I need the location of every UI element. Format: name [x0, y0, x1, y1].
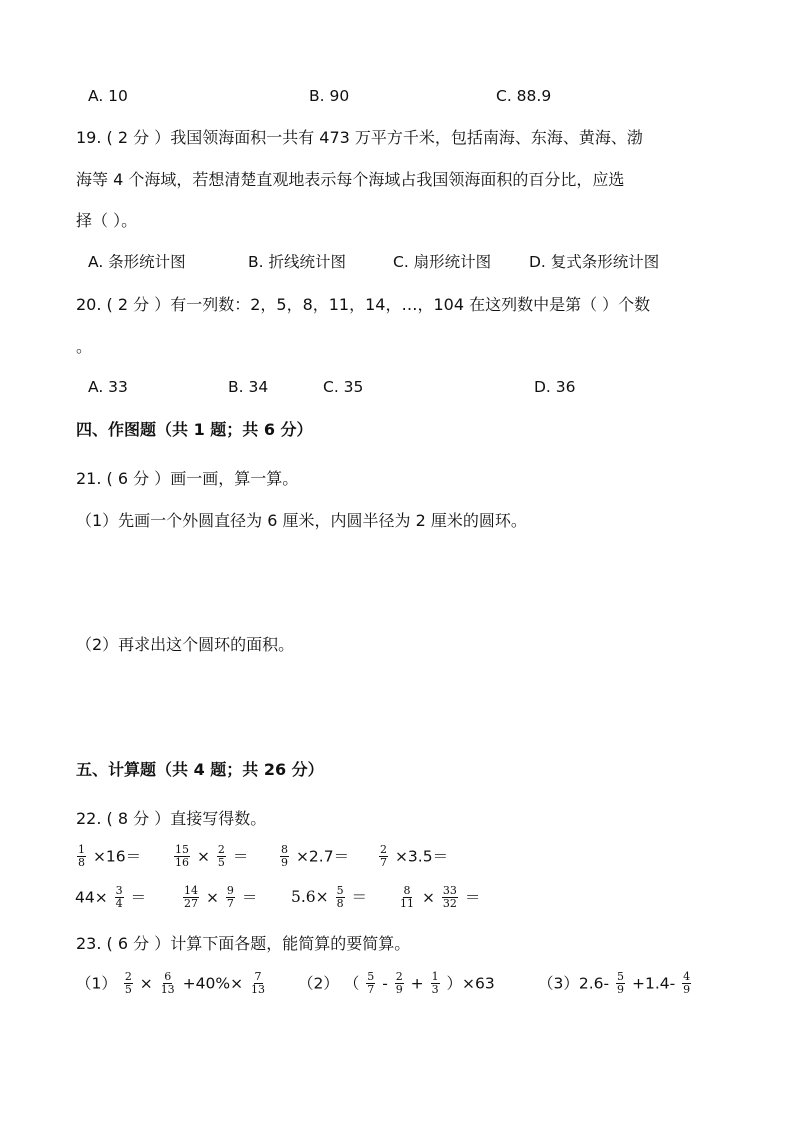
- fraction: [250, 971, 266, 995]
- expression-text: ＝: [130, 888, 147, 907]
- denominator: 5: [217, 855, 225, 869]
- q22-item-4: [377, 845, 448, 869]
- q20-option-d: D. 36: [534, 378, 576, 396]
- fraction: [366, 971, 375, 995]
- q22-item-3: [278, 845, 349, 869]
- q19-option-b: B. 折线统计图: [248, 253, 346, 271]
- fraction: [160, 971, 176, 995]
- fraction: [77, 844, 86, 868]
- problem-label: （2）: [298, 974, 339, 993]
- q19-line-2: 海等 4 个海域，若想清楚直观地表示每个海域占我国领海面积的百分比，应选: [76, 170, 625, 189]
- numerator: 8: [281, 843, 288, 856]
- numerator: 8: [403, 884, 411, 897]
- numerator: 1: [78, 843, 85, 856]
- numerator: 33: [442, 884, 457, 897]
- denominator: 3: [431, 982, 439, 996]
- q21-line-1: 21. ( 6 分 ）画一画，算一算。: [76, 469, 299, 488]
- denominator: 32: [442, 896, 457, 910]
- denominator: 8: [336, 896, 344, 910]
- fraction: [682, 971, 691, 995]
- numerator: 4: [683, 970, 691, 983]
- q23-problem-1: [76, 972, 268, 996]
- numerator: 14: [184, 884, 198, 897]
- q22-item-8: [397, 886, 480, 910]
- expression-text: ×2.7＝: [295, 847, 350, 866]
- operator: -: [382, 974, 388, 993]
- close-paren: ）×63: [446, 974, 495, 993]
- q19-option-d: D. 复式条形统计图: [529, 253, 660, 271]
- q22-item-5: [75, 886, 146, 910]
- numerator: 2: [380, 843, 387, 856]
- q19-line-3: 择（ ）。: [76, 211, 138, 230]
- denominator: 8: [78, 855, 85, 869]
- q18-option-b: B. 90: [309, 87, 350, 105]
- fraction: [399, 885, 415, 909]
- expression-text: ＝: [351, 888, 368, 907]
- expression-text: ×3.5＝: [394, 847, 449, 866]
- numerator: 5: [617, 970, 625, 983]
- q20-line-2: 。: [76, 337, 93, 356]
- denominator: 13: [251, 982, 265, 996]
- q22-item-1: [75, 845, 141, 869]
- q22-item-6: [181, 886, 257, 910]
- q19-option-a: A. 条形统计图: [88, 253, 186, 271]
- q18-option-a: A. 10: [88, 87, 128, 105]
- q22-line-1: 22. ( 8 分 ）直接写得数。: [76, 809, 267, 828]
- q22-item-2: [172, 845, 248, 869]
- q20-option-c: C. 35: [323, 378, 364, 396]
- operator: ×: [139, 974, 153, 993]
- expression-text: ＝: [241, 888, 258, 907]
- operator: +40%×: [182, 974, 244, 993]
- denominator: 16: [175, 855, 189, 869]
- denominator: 4: [115, 896, 123, 910]
- denominator: 9: [281, 855, 288, 869]
- operator: ×: [205, 888, 219, 907]
- q21-part-1: （1）先画一个外圆直径为 6 厘米，内圆半径为 2 厘米的圆环。: [76, 511, 527, 530]
- q20-line-1: 20. ( 2 分 ）有一列数：2，5，8，11，14，…，104 在这列数中是第（ ）个数: [76, 295, 651, 314]
- fraction: [226, 885, 235, 909]
- fraction: [280, 844, 289, 868]
- problem-label: （3）2.6-: [538, 974, 610, 993]
- operator: +: [410, 974, 424, 993]
- fraction: [616, 971, 625, 995]
- denominator: 11: [400, 896, 414, 910]
- q19-line-1: 19. ( 2 分 ）我国领海面积一共有 473 万平方千米，包括南海、东海、黄海、渤: [76, 128, 643, 147]
- denominator: 7: [380, 855, 387, 869]
- expression-text: ＝: [464, 888, 481, 907]
- denominator: 5: [124, 982, 132, 996]
- numerator: 5: [336, 884, 344, 897]
- fraction: [442, 885, 458, 909]
- denominator: 9: [617, 982, 625, 996]
- denominator: 9: [683, 982, 691, 996]
- fraction: [174, 844, 190, 868]
- numerator: 2: [395, 970, 403, 983]
- numerator: 2: [217, 843, 225, 856]
- denominator: 9: [395, 982, 403, 996]
- denominator: 13: [160, 982, 175, 996]
- q20-option-b: B. 34: [228, 378, 269, 396]
- section-5-heading: 五、计算题（共 4 题；共 26 分）: [76, 760, 324, 779]
- numerator: 2: [124, 970, 132, 983]
- q18-option-c: C. 88.9: [496, 87, 552, 105]
- denominator: 7: [226, 896, 234, 910]
- fraction: [217, 844, 226, 868]
- q22-item-7: [291, 886, 367, 910]
- q23-problem-3: [538, 972, 693, 996]
- denominator: 7: [367, 982, 375, 996]
- denominator: 27: [184, 896, 198, 910]
- open-paren: （: [343, 974, 360, 993]
- operator: ×: [421, 888, 435, 907]
- q21-part-2: （2）再求出这个圆环的面积。: [76, 635, 295, 654]
- q23-line-1: 23. ( 6 分 ）计算下面各题，能简算的要简算。: [76, 934, 411, 953]
- numerator: 3: [115, 884, 123, 897]
- q19-option-c: C. 扇形统计图: [393, 253, 492, 271]
- numerator: 6: [164, 970, 172, 983]
- fraction: [115, 885, 124, 909]
- fraction: [124, 971, 133, 995]
- operator: ×: [196, 847, 210, 866]
- numerator: 5: [367, 970, 375, 983]
- section-4-heading: 四、作图题（共 1 题；共 6 分）: [76, 420, 313, 439]
- numerator: 15: [175, 843, 189, 856]
- numerator: 1: [431, 970, 439, 983]
- expression-text: ×16＝: [92, 847, 142, 866]
- expression-prefix: 5.6×: [291, 888, 329, 907]
- operator: +1.4-: [631, 974, 676, 993]
- expression-prefix: 44×: [75, 888, 108, 907]
- q20-option-a: A. 33: [88, 378, 128, 396]
- fraction: [336, 885, 345, 909]
- q23-problem-2: [298, 972, 495, 996]
- fraction: [183, 885, 199, 909]
- fraction: [395, 971, 404, 995]
- expression-text: ＝: [232, 847, 249, 866]
- problem-label: （1）: [76, 974, 117, 993]
- fraction: [431, 971, 440, 995]
- fraction: [379, 844, 388, 868]
- numerator: 7: [254, 970, 262, 983]
- numerator: 9: [226, 884, 234, 897]
